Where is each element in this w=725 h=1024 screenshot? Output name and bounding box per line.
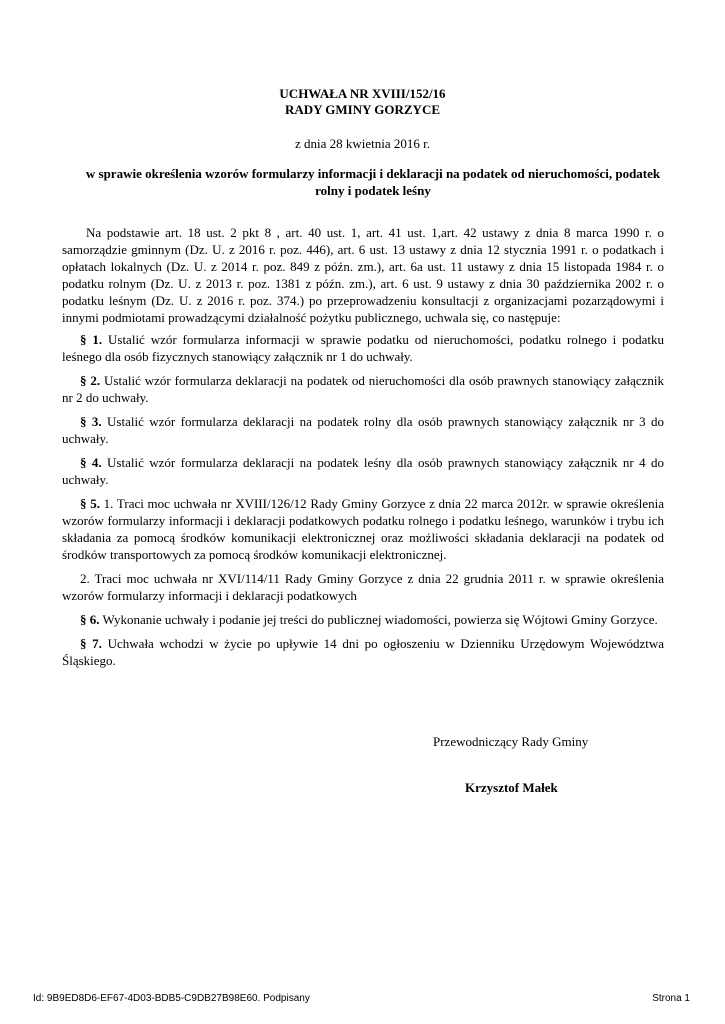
section-7	[62, 635, 664, 669]
section-label: § 1.	[80, 332, 103, 347]
section-3	[62, 413, 664, 447]
section-text: 1. Traci moc uchwała nr XVIII/126/12 Rady Gminy Gorzyce z dnia 22 marca 2012r. w sprawie określenia wzorów formularzy informacji i deklaracji podatkowych podatku rolnego i podatku leśnego, warunków i trybu ich składania za pomocą środków komunikacji elektronicznej oraz możliwości składania deklaracji na podatek od środków transportowych za pomocą środków komunikacji elektronicznej.	[62, 496, 665, 562]
section-1	[62, 331, 664, 365]
section-text: Ustalić wzór formularza informacji w sprawie podatku od nieruchomości, podatku rolnego i podatku leśnego dla osób fizycznych stanowiący załącznik nr 1 do uchwały.	[62, 332, 665, 364]
signatory-role: Przewodniczący Rady Gminy	[433, 734, 589, 749]
legal-basis: Na podstawie art. 18 ust. 2 pkt 8 , art. 40 ust. 1, art. 41 ust. 1,art. 42 ustawy z dnia 8 marca 1990 r. o samorządzie gminnym (Dz. U. z 2016 r. poz. 446), art. 6 ust. 13 ustawy z dnia 12 stycznia 1991 r. o podatkach i opłatach lokalnych (Dz. U. z 2014 r. poz. 849 z późn. zm.), art. 6a ust. 11 ustawy z dnia 15 listopada 1984 r. o podatku rolnym (Dz. U. z 2013 r. poz. 1381 z późn. zm.), art. 6 ust. 9 ustawy z dnia 30 października 2002 r. o podatku leśnym (Dz. U. z 2016 r. poz. 374.) po przeprowadzeniu konsultacji z organizacjami pozarządowymi i innymi podmiotami prowadzącymi działalność pożytku publicznego, uchwala się, co następuje:	[62, 225, 664, 325]
section-5-point-2	[62, 570, 664, 604]
signatory-name: Krzysztof Małek	[465, 780, 558, 795]
document-id: Id: 9B9ED8D6-EF67-4D03-BDB5-C9DB27B98E60. Podpisany	[33, 993, 310, 1004]
section-5	[62, 495, 664, 563]
section-text: Ustalić wzór formularza deklaracji na podatek leśny dla osób prawnych stanowiący załącznik nr 4 do uchwały.	[62, 455, 664, 487]
section-6	[62, 611, 664, 628]
section-text: Ustalić wzór formularza deklaracji na podatek od nieruchomości dla osób prawnych stanowiący załącznik nr 2 do uchwały.	[62, 373, 664, 405]
resolution-date: z dnia 28 kwietnia 2016 r.	[294, 136, 431, 151]
section-label: § 6.	[80, 612, 100, 627]
section-text: Uchwała wchodzi w życie po upływie 14 dni po ogłoszeniu w Dzienniku Urzędowym Województwa Śląskiego.	[62, 636, 664, 668]
resolution-title	[0, 86, 725, 118]
resolution-body	[62, 224, 664, 676]
section-text: 2. Traci moc uchwała nr XVI/114/11 Rady Gminy Gorzyce z dnia 22 grudnia 2011 r. w sprawie określenia wzorów formularzy informacji i deklaracji podatkowych	[62, 571, 664, 603]
section-label: § 3.	[80, 414, 102, 429]
section-label: § 4.	[80, 455, 102, 470]
section-text: Ustalić wzór formularza deklaracji na podatek rolny dla osób prawnych stanowiący załącznik nr 3 do uchwały.	[62, 414, 664, 446]
section-label: § 5.	[80, 496, 100, 511]
section-label: § 7.	[80, 636, 102, 651]
section-text: Wykonanie uchwały i podanie jej treści do publicznej wiadomości, powierza się Wójtowi Gminy Gorzyce.	[99, 612, 658, 627]
section-2	[62, 372, 664, 406]
title-line-1: UCHWAŁA NR XVIII/152/16	[279, 86, 446, 101]
page-number: Strona 1	[652, 993, 690, 1004]
section-label: § 2.	[80, 373, 101, 388]
title-line-2: RADY GMINY GORZYCE	[284, 102, 441, 117]
resolution-subject: w sprawie określenia wzorów formularzy informacji i deklaracji na podatek od nieruchomości, podatek rolny i podatek leśny	[85, 166, 661, 198]
section-4	[62, 454, 664, 488]
